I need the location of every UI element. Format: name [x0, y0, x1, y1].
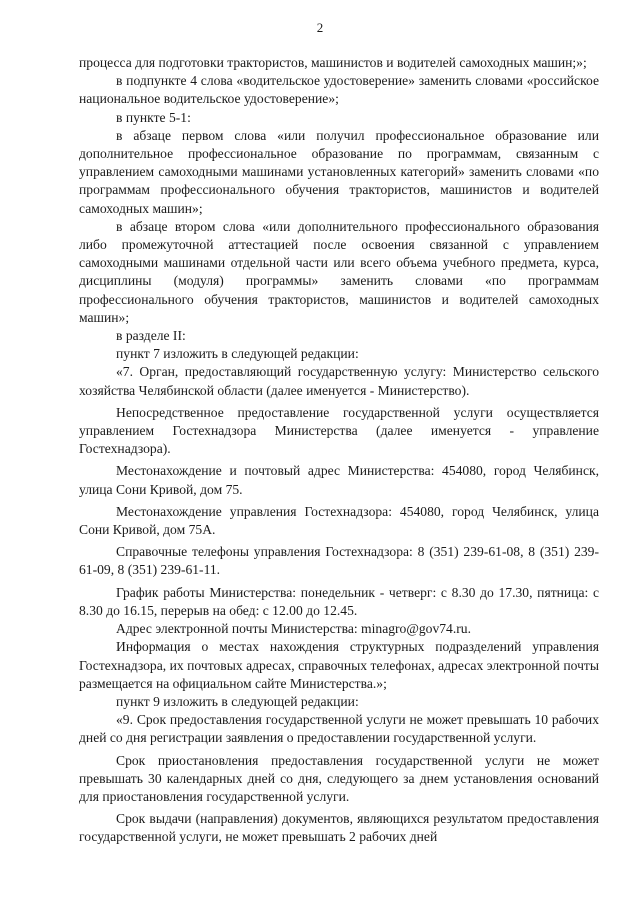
- paragraph: в разделе II:: [116, 328, 186, 344]
- paragraph: Местонахождение и почтовый адрес Министерства: 454080, город Челябинск, улица Сони Кривой, дом 75.: [79, 463, 599, 497]
- paragraph: в абзаце втором слова «или дополнительного профессионального образования либо промежуточной аттестацией после освоения связанной с управлением самоходными машинами отдельной части или всего объема учебного предмета, курса, дисциплины (модуля) программы» заменить словами «по программам профессионального обучения трактористов, машинистов и водителей самоходных машин»;: [79, 218, 599, 325]
- page-number: 2: [316, 20, 324, 35]
- paragraph: в подпункте 4 слова «водительское удостоверение» заменить словами «российское национальное водительское удостоверение»;: [79, 73, 599, 107]
- paragraph: Срок выдачи (направления) документов, являющихся результатом предоставления государственной услуги, не может превышать 2 рабочих дней: [79, 811, 599, 845]
- paragraph: Информация о местах нахождения структурных подразделений управления Гостехнадзора, их почтовых адресах, справочных телефонах, адресах электронной почты размещается на официальном сайте Министерства.»;: [79, 639, 599, 691]
- paragraph: График работы Министерства: понедельник - четверг: с 8.30 до 17.30, пятница: с 8.30 до 16.15, перерыв на обед: с 12.00 до 12.45.: [79, 584, 599, 618]
- paragraph: процесса для подготовки трактористов, машинистов и водителей самоходных машин;»;: [79, 55, 587, 70]
- paragraph: в пункте 5-1:: [116, 109, 191, 125]
- paragraph: Непосредственное предоставление государственной услуги осуществляется управлением Гостехнадзора Министерства (далее именуется - управление Гостехнадзора).: [79, 404, 599, 457]
- paragraph: Справочные телефоны управления Гостехнадзора: 8 (351) 239-61-08, 8 (351) 239-61-09, 8 (351) 239-61-11.: [79, 544, 599, 578]
- document-body: [79, 54, 599, 847]
- paragraph: Срок приостановления предоставления государственной услуги не может превышать 30 календарных дней со дня, следующего за днем установления оснований для приостановления государственной услуги.: [79, 752, 599, 804]
- paragraph: «7. Орган, предоставляющий государственную услугу: Министерство сельского хозяйства Челябинской области (далее именуется - Министерство).: [79, 364, 599, 398]
- paragraph: пункт 9 изложить в следующей редакции:: [116, 693, 359, 709]
- paragraph: Местонахождение управления Гостехнадзора: 454080, город Челябинск, улица Сони Кривой, дом 75А.: [79, 503, 599, 538]
- paragraph: в абзаце первом слова «или получил профессиональное образование или дополнительное профессиональное образование по программам, связанным с управлением самоходными машинами установленных категорий» заменить словами «по программам профессионального обучения трактористов, машинистов и водителей самоходных машин»;: [79, 127, 599, 216]
- paragraph: «9. Срок предоставления государственной услуги не может превышать 10 рабочих дней со дня регистрации заявления о предоставлении государственной услуги.: [79, 712, 599, 746]
- paragraph: Адрес электронной почты Министерства: minagro@gov74.ru.: [116, 621, 471, 637]
- paragraph: пункт 7 изложить в следующей редакции:: [116, 346, 359, 362]
